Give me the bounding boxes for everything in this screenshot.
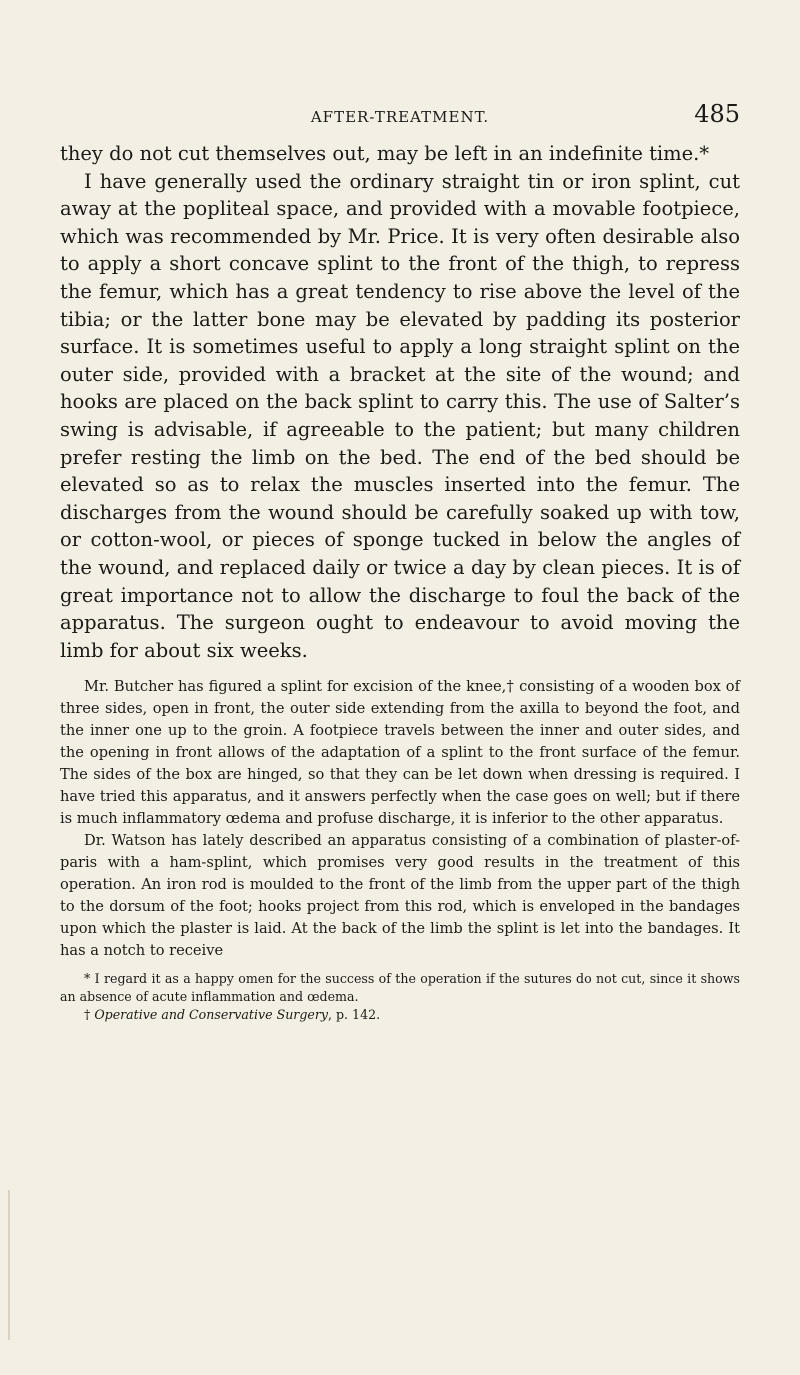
page-edge-mark [8,1190,10,1340]
reference-page: , p. 142. [327,1007,381,1023]
paragraph-butcher-splint: Mr. Butcher has figured a splint for excision of the knee,† consisting of a wooden box of three sides, open in front, the outer side extending from the axilla to beyond the foot, and the inner one up to the groin. A footpiece travels between the inner and outer sides, and the opening in front allows of the adaptation of a splint to the front surface of the femur. The sides of the box are hinged, so that they can be let down when dressing is required. I have tried this apparatus, and it answers perfectly when the case goes on well; but if there is much inflammatory œdema and profuse discharge, it is inferior to the other apparatus. [60,678,740,828]
reference-title: Operative and Conservative Surgery [94,1007,328,1023]
footnote-dagger [60,1006,740,1024]
body-text [60,140,740,1024]
paragraph-watson-apparatus: Dr. Watson has lately described an apparatus consisting of a combination of plaster-of-paris with a ham-splint, which promises very good results in the treatment of this operation. An iron rod is moulded to the front of the limb from the upper part of the thigh to the dorsum of the foot; hooks project from this rod, which is enveloped in the bandages upon which the plaster is laid. At the back of the limb the splint is let into the bandages. It has a notch to receive [60,832,740,960]
page-header [60,100,740,140]
paragraph-continuation: they do not cut themselves out, may be left in an indefinite time.* [60,142,710,165]
paragraph-splint-treatment: I have generally used the ordinary straight tin or iron splint, cut away at the popliteal space, and provided with a movable footpiece, which was recommended by Mr. Price. It is very often desirable also to apply a short concave splint to the front of the thigh, to repress the femur, which has a great tendency to rise above the level of the tibia; or the latter bone may be elevated by padding its posterior surface. It is sometimes useful to apply a long straight splint on the outer side, provided with a bracket at the site of the wound; and hooks are placed on the back splint to carry this. The use of Salter’s swing is advisable, if agreeable to the patient; but many children prefer resting the limb on the bed. The end of the bed should be elevated so as to relax the muscles inserted into the femur. The discharges from the wound should be carefully soaked up with tow, or cotton-wool, or pieces of sponge tucked in below the angles of the wound, and replaced daily or twice a day by clean pieces. It is of great importance not to allow the discharge to foul the back of the apparatus. The surgeon ought to endeavour to avoid moving the limb for about six weeks. [60,169,740,662]
dagger-mark: † [84,1007,91,1023]
page-number: 485 [694,100,740,128]
footnote-star: * I regard it as a happy omen for the success of the operation if the sutures do not cut, since it shows an absence of acute inflammation and œdema. [60,971,740,1005]
running-head: AFTER-TREATMENT. [310,108,490,126]
